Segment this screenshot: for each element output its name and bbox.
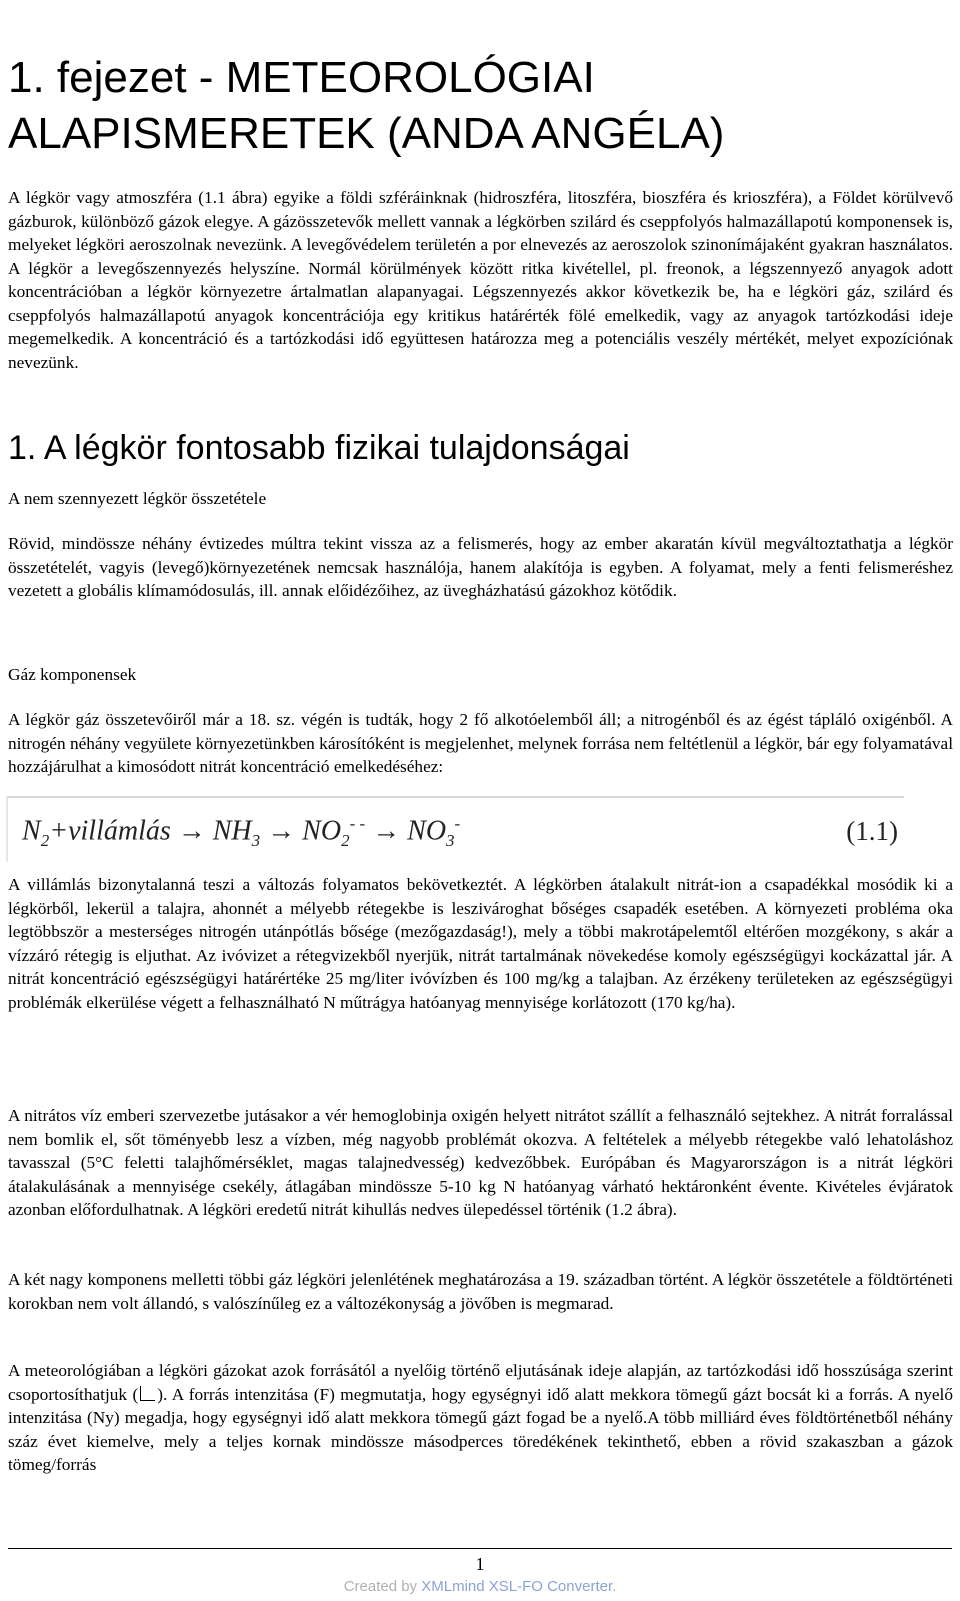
page-number: 1 <box>475 1554 485 1574</box>
footer-rule <box>8 1548 952 1549</box>
chapter-title: 1. fejezet - METEOROLÓGIAI ALAPISMERETEK (ANDA ANGÉLA) <box>8 53 725 158</box>
converter-credit: Created by XMLmind XSL-FO Converter. <box>343 1578 617 1595</box>
table-reference-icon[interactable] <box>140 1386 155 1401</box>
equation-formula: $N_2+villámlás \to NH_3 \to NO_2^{- -} \to NO_3^-$ <box>22 814 461 850</box>
paragraph-other-gases: A két nagy komponens melletti többi gáz légköri jelenlétének meghatározása a 19. században történt. A légkör összetétele a földtörténeti korokban nem volt állandó, s valószínűleg ez a változékonyság a jövőben is megmarad. <box>8 1270 953 1313</box>
paragraph-nitrate-health: A nitrátos víz emberi szervezetbe jutásakor a vér hemoglobinja oxigén helyett nitrátot szállít a felhasználó sejtekhez. A nitrát forralással nem bomlik el, sőt töményebb lesz a vízben, még nagyobb problémát okozva. A feltételek a mélyebb rétegekbe való lehatoláshoz tavasszal (5°C feletti talajhőmérséklet, magas talajnedvesség) kedvezőbbek. Európában és Magyarországon is a nitrát légköri átalakulásának a mennyisége csekély, átlagában mindössze 5-10 kg N hatóanyag várható hektáronként évente. Kivételes évjáratok azonban előfordulhatnak. A légköri eredetű nitrát kihullás nedves ülepedéssel történik (1.2 ábra). <box>8 1106 953 1219</box>
equation-top-rule <box>6 796 904 798</box>
paragraph-recognition: Rövid, mindössze néhány évtizedes múltra tekint vissza az a felismerés, hogy az ember akaratán kívül megváltoztathatja a légkör összetételét, vagyis (levegő)környezetének nemcsak használója, hanem alakítója is egyben. A folyamat, mely a fenti felismeréshez vezetett a globális klímamódosulás, ill. annak előidézőihez, az üvegházhatású gázokhoz kötődik. <box>8 534 953 600</box>
section-title: 1. A légkör fontosabb fizikai tulajdonságai <box>8 429 630 467</box>
paragraph-gas-components: A légkör gáz összetevőiről már a 18. sz. végén is tudták, hogy 2 fő alkotóelemből áll; a nitrogénből és az égést tápláló oxigénből. A nitrogén néhány vegyülete környezetünkben károsítóként is megjelenhet, melynek forrása nem feltétlenül a légkör, bár egy folyamatával hozzájárulhat a kimosódott nitrát koncentráció emelkedéséhez: <box>8 710 953 776</box>
paragraph-residence-time: A meteorológiában a légköri gázokat azok forrásától a nyelőig történő eljutásának ideje alapján, az tartózkodási idő hosszúsága szerint csoportosíthatjuk ( ). A forrás intenzitása (F) megmutatja, hogy egységnyi idő alatt mekkora tömegű gázt bocsát ki a forrás. A nyelő intenzitása (Ny) megadja, hogy egységnyi idő alatt mekkora tömegű gázt fogad be a nyelő.A több milliárd éves földtörténetből néhány száz évet kiemelve, mely a teljes kornak mindössze másodperces töredékének tekinthető, ebben a rövid szakaszban a gázok tömeg/forrás <box>8 1361 953 1474</box>
paragraph-lightning: A villámlás bizonytalanná teszi a változás folyamatos bekövetkeztét. A légkörben átalakult nitrát-ion a csapadékkal mosódik ki a légkörből, lekerül a talajra, ahonnét a mélyebb rétegekbe is leszivároghat bőséges csapadék esetében. A környezeti probléma oka legtöbbször a mesterséges nitrogén utánpótlás bősége (mezőgazdaság!), mely a többi makrotápelemtől eltérően mozgékony, s akár a vízzáró rétegig is eljuthat. Az ivóvizet a rétegvizekből nyerjük, nitrát tartalmának növekedése komoly egészségügyi kockázattal jár. A nitrát koncentráció egészségügyi határértéke 25 mg/liter ivóvízben és 100 mg/kg a talajban. Az érzékeny területeken az egészségügyi problémák elkerülése végett a felhasználható N műtrágya hatóanyag mennyisége korlátozott (170 kg/ha). <box>8 875 953 1012</box>
subheading-gas-components: Gáz komponensek <box>8 665 137 684</box>
converter-credit-link[interactable]: XMLmind XSL-FO Converter <box>421 1578 613 1595</box>
equation-1-1 <box>6 796 904 862</box>
intro-paragraph: A légkör vagy atmoszféra (1.1 ábra) egyike a földi szféráinknak (hidroszféra, litoszféra, bioszféra és krioszféra), a Földet körülvevő gázburok, különböző gázok elegye. A gázösszetevők mellett vannak a légkörben szilárd és cseppfolyós halmazállapotú komponensek is, melyeket légköri aeroszolnak nevezünk. A levegővédelem területén a por elnevezés az aeroszolok szinonímájaként gyakran használatos. A légkör a levegőszennyezés helyszíne. Normál körülmények között ritka kivétellel, pl. freonok, a légszennyező anyagok adott koncentrációban a légkör környezetre ártalmatlan alapanyagai. Légszennyezés akkor következik be, ha e légköri gáz, szilárd és cseppfolyós halmazállapotú anyagok koncentrációja egy kritikus határérték fölé emelkedik, vagy az anyagok tartózkodási ideje megemelkedik. A koncentráció és a tartózkodási idő együttesen határozza meg a potenciális veszély mértékét, melyet expozíciónak nevezünk. <box>8 188 953 372</box>
equation-left-rule <box>6 796 8 862</box>
equation-number: (1.1) <box>846 816 898 846</box>
subheading-composition: A nem szennyezett légkör összetétele <box>8 489 267 508</box>
